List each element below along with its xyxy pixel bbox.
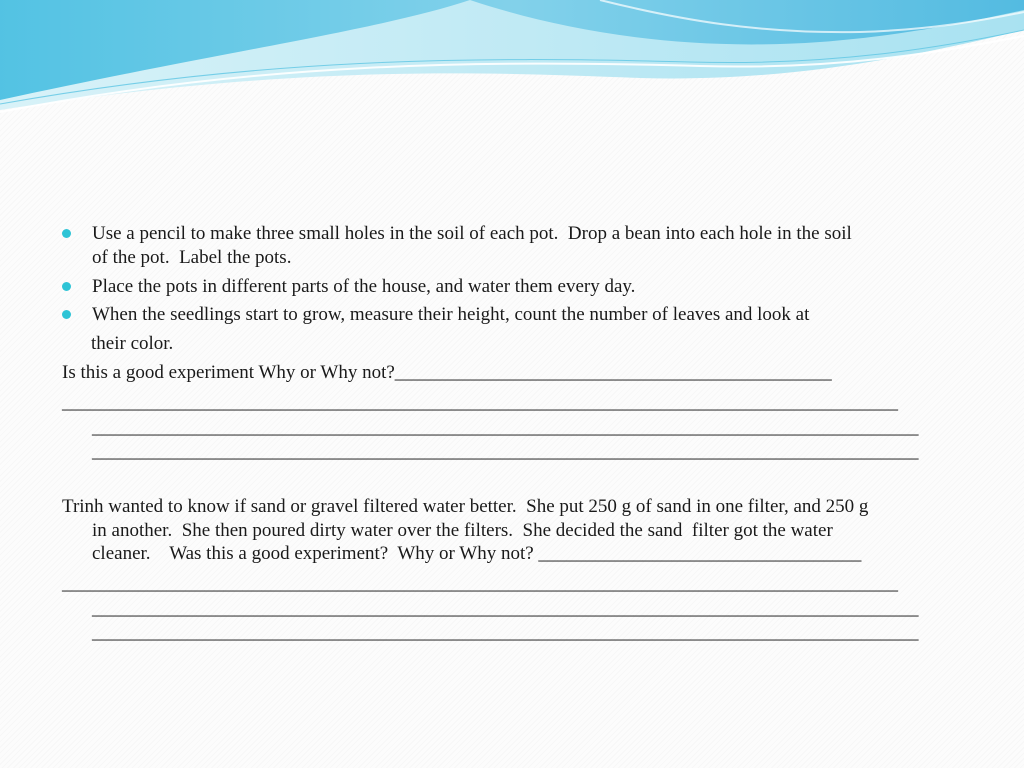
question-2-answer-line-1: ________________________________________________________________________________________ — [62, 573, 898, 594]
question-2-line-3: cleaner. Was this a good experiment? Why or Why not? __________________________________ — [92, 543, 862, 564]
question-1-answer-line-2: _______________________________________________________________________________________ — [92, 417, 919, 438]
bullet-1-line-2: of the pot. Label the pots. — [92, 247, 292, 268]
question-2-line-1: Trinh wanted to know if sand or gravel filtered water better. She put 250 g of sand in one filter, and 250 g — [62, 496, 869, 517]
question-1-answer-line-3: _______________________________________________________________________________________ — [92, 441, 919, 462]
bullet-2-line-1: Place the pots in different parts of the house, and water them every day. — [92, 276, 636, 297]
question-2-answer-line-2: _______________________________________________________________________________________ — [92, 598, 919, 619]
question-2-answer-line-3: _______________________________________________________________________________________ — [92, 622, 919, 643]
bullet-3-line-2: their color. — [91, 333, 174, 354]
bullet-1-line-1: Use a pencil to make three small holes in the soil of each pot. Drop a bean into each hole in the soil — [92, 223, 852, 244]
bullet-3-line-1: When the seedlings start to grow, measure their height, count the number of leaves and look at — [92, 304, 810, 325]
question-1-prompt: Is this a good experiment Why or Why not?______________________________________________ — [62, 362, 832, 383]
question-2-line-2: in another. She then poured dirty water over the filters. She decided the sand filter got the water — [92, 520, 833, 541]
bullet-dot-icon — [62, 229, 71, 238]
bullet-dot-icon — [62, 282, 71, 291]
bullet-dot-icon — [62, 310, 71, 319]
question-1-answer-line-1: ________________________________________________________________________________________ — [62, 392, 898, 413]
